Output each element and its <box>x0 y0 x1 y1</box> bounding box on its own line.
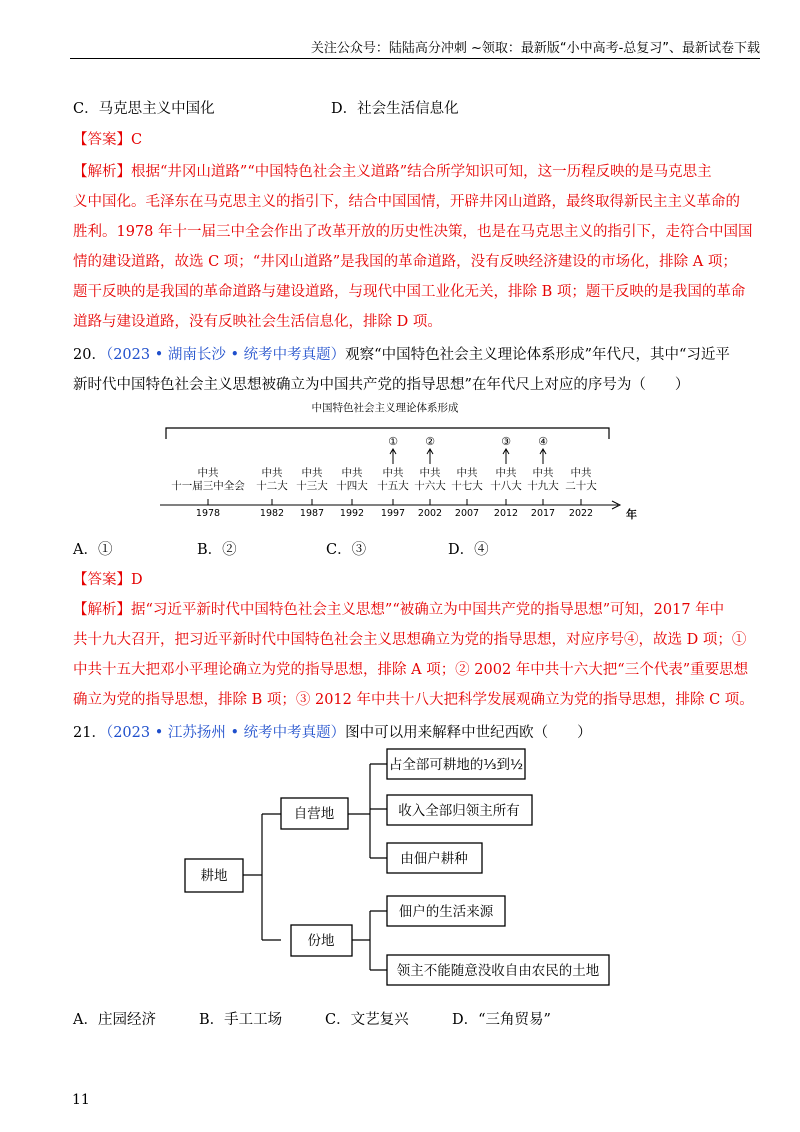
page-number: 11 <box>72 1092 90 1108</box>
event-top-label: 中共 <box>301 467 323 479</box>
event-bottom-label: 十四大 <box>336 480 368 492</box>
q20-option-c: C．③ <box>326 542 367 558</box>
q19-analysis-line: 道路与建设道路，没有反映社会生活信息化，排除 D 项。 <box>73 314 442 330</box>
year-label: 2022 <box>568 508 594 519</box>
q20-answer: 【答案】D <box>73 572 143 588</box>
year-label: 2012 <box>493 508 519 519</box>
event-top-label: 中共 <box>341 467 363 479</box>
leaf-label: 由佃户耕种 <box>400 851 468 867</box>
root-label: 耕地 <box>200 868 228 884</box>
q20-analysis-line: 【解析】据“习近平新时代中国特色社会主义思想”“被确立为中国共产党的指导思想”可知，2017 年中 <box>73 602 725 618</box>
event-bottom-label: 十七大 <box>451 480 483 492</box>
page-header: 关注公众号：陆陆高分冲刺 ~领取：最新版“小中高考-总复习”、最新试卷下载 <box>310 41 760 56</box>
q20-options <box>73 538 489 559</box>
event-bottom-label: 二十大 <box>565 480 597 492</box>
event-bottom-label: 十一届三中全会 <box>171 480 245 492</box>
q21-option-c: C．文艺复兴 <box>325 1012 409 1028</box>
year-label: 2002 <box>417 508 443 519</box>
q19-option-d: D．社会生活信息化 <box>331 101 459 117</box>
timeline-axis-unit: 年 <box>626 508 637 521</box>
q19-option-c: C．马克思主义中国化 <box>73 101 215 117</box>
year-label: 1992 <box>339 508 365 519</box>
q19-analysis-line: 情的建设道路，故选 C 项；“井冈山道路”是我国的革命道路，没有反映经济建设的市场化，排除 A 项； <box>73 254 737 270</box>
q20-number: 20． <box>73 347 106 363</box>
leaf-label: 佃户的生活来源 <box>398 904 494 920</box>
q20-option-a: A．① <box>73 542 113 558</box>
q20-analysis-line: 确立为党的指导思想，排除 B 项；③ 2012 年中共十八大把科学发展观确立为党的指导思想，排除 C 项。 <box>73 692 754 708</box>
event-bottom-label: 十三大 <box>296 480 328 492</box>
year-label: 1978 <box>195 508 221 519</box>
q19-analysis-line: 胜利。1978 年十一届三中全会作出了改革开放的历史性决策，也是在马克思主义的指引下，走符合中国国 <box>73 224 753 240</box>
event-top-label: 中共 <box>419 467 441 479</box>
event-top-label: 中共 <box>197 467 219 479</box>
event-top-label: 中共 <box>382 467 404 479</box>
event-bottom-label: 十五大 <box>377 480 409 492</box>
leaf-label: 领主不能随意没收自由农民的土地 <box>396 963 600 979</box>
event-top-label: 中共 <box>570 467 592 479</box>
event-bottom-label: 十二大 <box>256 480 288 492</box>
q20-source: （2023 • 湖南长沙 • 统考中考真题） <box>105 347 346 363</box>
leaf-label: 占全部可耕地的⅓到½ <box>388 757 524 773</box>
q21-number: 21． <box>73 725 106 741</box>
year-label: 2007 <box>454 508 480 519</box>
event-bottom-label: 十九大 <box>527 480 559 492</box>
event-top-label: 中共 <box>456 467 478 479</box>
q20-stem-text: 观察“中国特色社会主义理论体系形成”年代尺，其中“习近平 <box>345 347 730 363</box>
timeline-marker: ④ <box>538 435 548 448</box>
event-top-label: 中共 <box>495 467 517 479</box>
q19-analysis-line: 题干反映的是我国的革命道路与建设道路，与现代中国工业化无关，排除 B 项；题干反映的是我国的革命 <box>73 284 746 300</box>
leaf-label: 收入全部归领主所有 <box>398 803 520 819</box>
year-label: 1987 <box>299 508 325 519</box>
q21-stem <box>73 721 592 742</box>
q19-analysis-line: 义中国化。毛泽东在马克思主义的指引下，结合中国国情，开辟井冈山道路，最终取得新民主主义革命的 <box>73 194 740 210</box>
q20-option-b: B．② <box>197 542 237 558</box>
q19-analysis-line: 【解析】根据“井冈山道路”“中国特色社会主义道路”结合所学知识可知，这一历程反映的是马克思主 <box>73 164 712 180</box>
event-top-label: 中共 <box>261 467 283 479</box>
year-label: 1982 <box>259 508 285 519</box>
timeline-figure <box>160 398 640 524</box>
q21-source: （2023 • 江苏扬州 • 统考中考真题） <box>105 725 346 741</box>
event-bottom-label: 十八大 <box>490 480 522 492</box>
branch-label-tenant: 份地 <box>307 933 335 949</box>
event-top-label: 中共 <box>532 467 554 479</box>
event-bottom-label: 十六大 <box>414 480 446 492</box>
q21-option-b: B．手工工场 <box>199 1012 283 1028</box>
timeline-title: 中国特色社会主义理论体系形成 <box>311 402 459 414</box>
q21-option-a: A．庄园经济 <box>73 1012 156 1028</box>
header-divider <box>70 58 760 59</box>
q20-analysis-line: 共十九大召开，把习近平新时代中国特色社会主义思想确立为党的指导思想，对应序号④，故选 D 项；① <box>73 632 747 648</box>
timeline-marker: ① <box>388 435 398 448</box>
q21-option-d: D．“三角贸易” <box>452 1012 551 1028</box>
farmland-diagram <box>180 748 620 996</box>
timeline-marker: ③ <box>501 435 511 448</box>
q21-stem-text: 图中可以用来解释中世纪西欧（ ） <box>345 725 592 741</box>
q20-option-d: D．④ <box>448 542 489 558</box>
year-label: 2017 <box>530 508 556 519</box>
q20-analysis-line: 中共十五大把邓小平理论确立为党的指导思想，排除 A 项；② 2002 年中共十六大把“三个代表”重要思想 <box>73 662 749 678</box>
timeline-marker: ② <box>425 435 435 448</box>
q20-stem-line2: 新时代中国特色社会主义思想被确立为中国共产党的指导思想”在年代尺上对应的序号为（ ） <box>73 377 690 393</box>
q21-options <box>73 1008 551 1029</box>
q19-answer: 【答案】C <box>73 132 143 148</box>
branch-label-demesne: 自营地 <box>293 806 335 822</box>
year-label: 1997 <box>380 508 406 519</box>
q19-options <box>73 97 459 118</box>
q20-stem-line1 <box>73 343 730 364</box>
